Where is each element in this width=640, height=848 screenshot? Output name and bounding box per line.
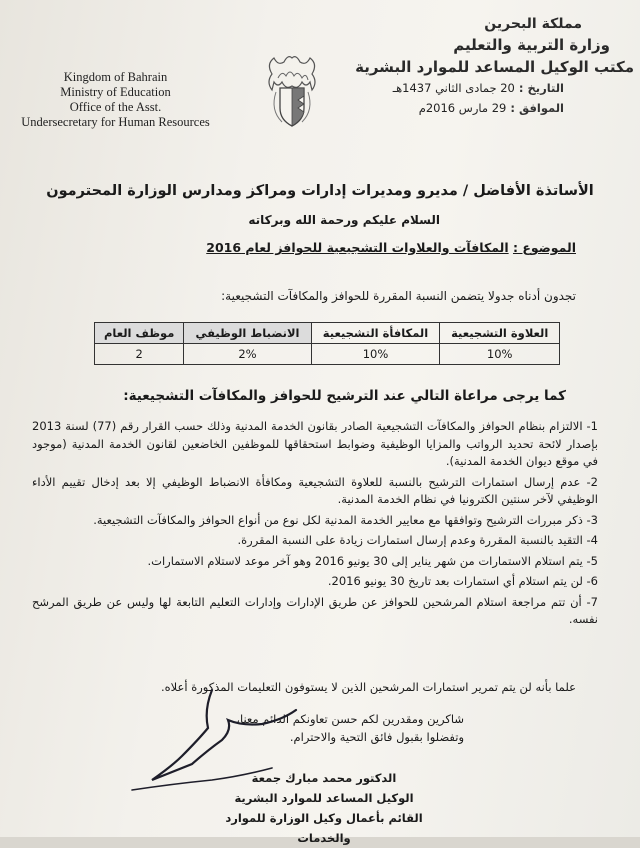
arabic-letterhead bbox=[344, 14, 634, 118]
table-cell: 2% bbox=[184, 344, 311, 365]
consider-heading: كما يرجى مراعاة التالي عند الترشيح للحوافز والمكافآت التشجيعية: bbox=[123, 388, 566, 404]
greeting: السلام عليكم ورحمة الله وبركاته bbox=[248, 213, 440, 227]
list-item: 5- يتم استلام الاستمارات من شهر يناير إلى 30 يونيو 2016 وهو آخر موعد لاستلام الاستمارات. bbox=[147, 553, 598, 568]
intro-text: تجدون أدناه جدولا يتضمن النسبة المقررة للحوافز والمكافآت التشجيعية: bbox=[221, 289, 576, 303]
subject-text: المكافآت والعلاوات التشجيعية للحوافز لعام 2016 bbox=[206, 240, 509, 255]
gregorian-date bbox=[344, 98, 564, 118]
en-line-ministry: Ministry of Education bbox=[60, 85, 171, 99]
ar-line-office: مكتب الوكيل المساعد للموارد البشرية bbox=[355, 58, 634, 76]
en-line-office: Office of the Asst. bbox=[69, 100, 162, 114]
table-header-cell: موظف العام bbox=[95, 323, 184, 344]
en-line-kingdom: Kingdom of Bahrain bbox=[63, 70, 168, 84]
thanks-line: شاكرين ومقدرين لكم حسن تعاونكم الدائم معنا، bbox=[236, 712, 464, 726]
incentive-rates-table bbox=[94, 322, 560, 365]
en-line-undersecretary: Undersecretary for Human Resources bbox=[21, 115, 210, 129]
table-cell: 2 bbox=[95, 344, 184, 365]
list-item: 3- ذكر مبررات الترشيح وتوافقها مع معايير الخدمة المدنية لكل نوع من أنواع الحوافز والمكافآت التشجيعية. bbox=[93, 512, 598, 527]
list-item: 2- عدم إرسال استمارات الترشيح بالنسبة للعلاوة التشجيعية ومكافأة الانضباط الوظيفي إلا بعد إدخال تقييم الأداء الوظيفي لآخر سنتين الكترونيا في نظام الخدمة المدنية. bbox=[32, 474, 598, 506]
ar-line-ministry: وزارة التربية والتعليم bbox=[453, 36, 610, 54]
agreeing-value: 29 مارس 2016م bbox=[418, 101, 507, 115]
list-item: 1- الالتزام بنظام الحوافز والمكافآت التشجيعية الصادر بقانون الخدمة المدنية وذلك حسب القرار رقم (77) لسنة 2013 بإصدار لائحة تحديد الرواتب والمزايا الوظيفية وضوابط استحقاقها للموظفين الخاضعين لقانون الخدمة المدنية (موجود في موقع ديوان الخدمة المدنية). bbox=[32, 419, 598, 468]
english-letterhead bbox=[8, 70, 223, 130]
addressee: الأساتذة الأفاضل / مديرو ومديرات إدارات ومراكز ومدارس الوزارة المحترمون bbox=[46, 183, 594, 199]
table-header-cell: المكافأة التشجيعية bbox=[311, 323, 440, 344]
table-cell: 10% bbox=[440, 344, 560, 365]
date-label: التاريخ : bbox=[518, 81, 564, 95]
signature-block bbox=[224, 768, 424, 848]
table-header-cell: الانضباط الوظيفي bbox=[184, 323, 311, 344]
hijri-date bbox=[344, 78, 564, 98]
table-row bbox=[95, 344, 560, 365]
subject-label: الموضوع : bbox=[512, 240, 576, 255]
signatory-title: الوكيل المساعد للموارد البشرية bbox=[234, 791, 414, 805]
agreeing-label: الموافق : bbox=[510, 101, 564, 115]
table-cell: 10% bbox=[311, 344, 440, 365]
date-value: 20 جمادى الثاني 1437هـ bbox=[392, 81, 515, 95]
instructions-list bbox=[32, 418, 598, 632]
list-item: 7- أن تتم مراجعة استلام المرشحين للحوافز عن طريق الإدارات وإدارات التعليم التابعة لها وليس عن طريق المرشح نفسه. bbox=[32, 594, 598, 626]
signatory-role: القائم بأعمال وكيل الوزارة للموارد والخدمات bbox=[225, 811, 423, 845]
signatory-name: الدكتور محمد مبارك جمعة bbox=[251, 771, 397, 785]
list-item: 4- التقيد بالنسبة المقررة وعدم إرسال استمارات زيادة على النسبة المقررة. bbox=[237, 533, 598, 547]
table-header-row bbox=[95, 323, 560, 344]
ar-line-kingdom: مملكة البحرين bbox=[484, 16, 582, 32]
closing-note: علما بأنه لن يتم تمرير استمارات المرشحين الذين لا يستوفون التعليمات المذكورة أعلاه. bbox=[160, 680, 576, 694]
table-header-cell: العلاوة التشجيعية bbox=[440, 323, 560, 344]
subject-line bbox=[206, 240, 576, 255]
regards-line: وتفضلوا بقبول فائق التحية والاحترام. bbox=[289, 730, 464, 744]
list-item: 6- لن يتم استلام أي استمارات بعد تاريخ 30 يونيو 2016. bbox=[327, 574, 598, 588]
kingdom-emblem-icon bbox=[262, 52, 322, 130]
